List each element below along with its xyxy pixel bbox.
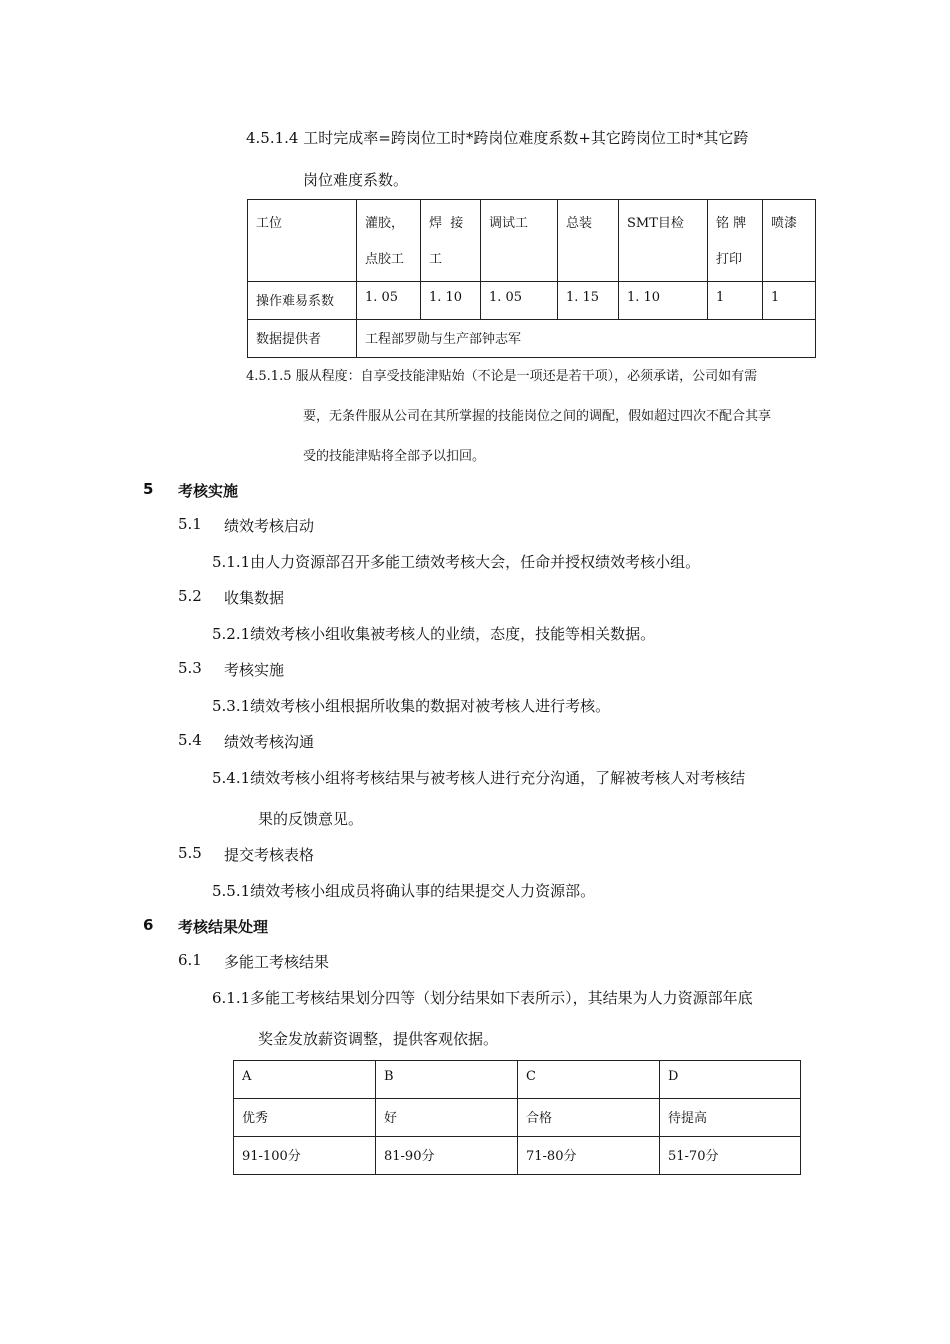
header-cell: 焊 接 工 [421,200,481,282]
subsection-5-3-number: 5.3 [178,659,202,677]
subsection-5-1-title: 绩效考核启动 [224,517,315,535]
table-row [248,200,816,282]
item-5-1-1: 5.1.1由人力资源部召开多能工绩效考核大会，任命并授权绩效考核小组。 [212,553,701,571]
clause-4-5-1-5-line1: 4.5.1.5 服从程度：自享受技能津贴始（不论是一项还是若干项），必须承诺，公司如有需 [246,369,758,384]
table-row [248,320,816,358]
row-label-cell: 操作难易系数 [248,282,357,320]
item-5-5-1: 5.5.1绩效考核小组成员将确认事的结果提交人力资源部。 [212,882,596,900]
value-cell: 1. 05 [357,282,421,320]
header-cell: SMT目检 [619,200,708,282]
item-5-4-1-line2: 果的反馈意见。 [258,810,364,828]
value-cell: 1. 05 [481,282,558,320]
subsection-5-2-number: 5.2 [178,587,202,605]
item-5-3-1: 5.3.1绩效考核小组根据所收集的数据对被考核人进行考核。 [212,697,611,715]
subsection-5-5-number: 5.5 [178,844,202,862]
difficulty-table [247,199,816,358]
grade-table [233,1060,801,1175]
item-5-4-1-line1: 5.4.1绩效考核小组将考核结果与被考核人进行充分沟通，了解被考核人对考核结 [212,769,746,787]
table-row [234,1061,801,1099]
score-range-cell: 51-70分 [660,1137,801,1175]
section-5-title: 考核实施 [178,482,239,500]
header-cell: 总装 [558,200,619,282]
grade-label-cell: 待提高 [660,1099,801,1137]
header-cell: 灌胶， 点胶工 [357,200,421,282]
subsection-5-4-number: 5.4 [178,731,202,749]
clause-4-5-1-4-line1: 4.5.1.4 工时完成率=跨岗位工时*跨岗位难度系数+其它跨岗位工时*其它跨 [246,129,749,147]
grade-cell: A [234,1061,376,1099]
grade-cell: B [376,1061,518,1099]
value-cell: 1 [763,282,816,320]
clause-4-5-1-5-line3: 受的技能津贴将全部予以扣回。 [303,449,486,464]
table-row [234,1137,801,1175]
clause-4-5-1-4-line2: 岗位难度系数。 [303,171,409,189]
subsection-5-2-title: 收集数据 [224,589,285,607]
value-cell: 1. 10 [421,282,481,320]
section-5-number: 5 [143,480,154,498]
clause-4-5-1-5-line2: 要，无条件服从公司在其所掌握的技能岗位之间的调配，假如超过四次不配合其享 [303,409,772,424]
header-cell: 喷漆 [763,200,816,282]
grade-label-cell: 优秀 [234,1099,376,1137]
header-cell: 工位 [248,200,357,282]
item-6-1-1-line1: 6.1.1多能工考核结果划分四等（划分结果如下表所示），其结果为人力资源部年底 [212,989,753,1007]
value-cell: 1. 15 [558,282,619,320]
header-cell: 铭 牌 打印 [708,200,763,282]
item-6-1-1-line2: 奖金发放薪资调整，提供客观依据。 [258,1030,499,1048]
score-range-cell: 81-90分 [376,1137,518,1175]
value-cell: 1 [708,282,763,320]
table-row [248,282,816,320]
value-cell: 1. 10 [619,282,708,320]
section-6-number: 6 [143,916,154,934]
grade-cell: C [518,1061,660,1099]
provider-label-cell: 数据提供者 [248,320,357,358]
table-row [234,1099,801,1137]
grade-label-cell: 合格 [518,1099,660,1137]
subsection-5-5-title: 提交考核表格 [224,846,315,864]
subsection-5-3-title: 考核实施 [224,661,285,679]
item-5-2-1: 5.2.1绩效考核小组收集被考核人的业绩，态度，技能等相关数据。 [212,625,656,643]
subsection-5-4-title: 绩效考核沟通 [224,733,315,751]
subsection-6-1-number: 6.1 [178,951,202,969]
grade-label-cell: 好 [376,1099,518,1137]
provider-value-cell: 工程部罗勋与生产部钟志军 [357,320,816,358]
score-range-cell: 91-100分 [234,1137,376,1175]
section-6-title: 考核结果处理 [178,918,269,936]
subsection-6-1-title: 多能工考核结果 [224,953,330,971]
grade-cell: D [660,1061,801,1099]
subsection-5-1-number: 5.1 [178,515,202,533]
score-range-cell: 71-80分 [518,1137,660,1175]
header-cell: 调试工 [481,200,558,282]
